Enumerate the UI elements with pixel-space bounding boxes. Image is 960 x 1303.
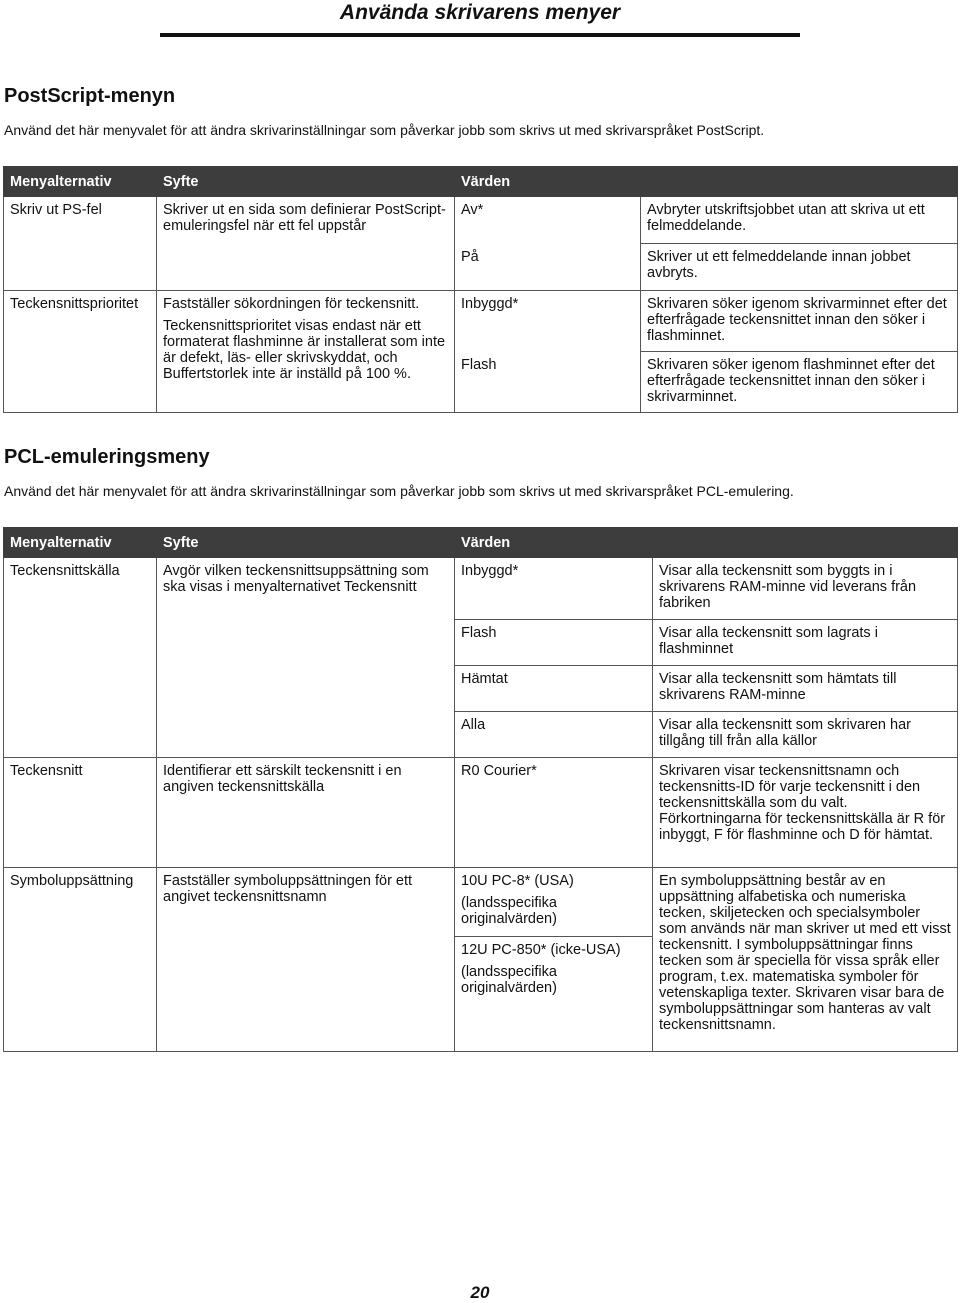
value-cell: Inbyggd* [455,558,653,620]
column-header-purpose: Syfte [157,167,455,197]
value-description-cell: Avbryter utskriftsjobbet utan att skriva ut ett felmeddelande. [641,197,958,244]
value-description-cell: Skrivaren söker igenom skrivarminnet efter det efterfrågade teckensnittet innan den söker i flashminnet. [641,291,958,352]
postscript-menu-table [3,166,958,413]
value-cell: Inbyggd* [455,291,641,352]
value-cell: Alla [455,712,653,758]
value-description-cell: Visar alla teckensnitt som hämtats till skrivarens RAM-minne [653,666,958,712]
postscript-section-intro: Använd det här menyvalet för att ändra skrivarinställningar som påverkar jobb som skrivs ut med skrivarspråket PostScript. [4,122,765,138]
value-description-cell: Visar alla teckensnitt som byggts in i skrivarens RAM-minne vid leverans från fabriken [653,558,958,620]
value-cell [455,868,653,937]
value-note: (landsspecifika originalvärden) [461,895,557,927]
purpose-note: Teckensnittsprioritet visas endast när ett formaterat flashminne är installerat som inte är defekt, läs- eller skrivskyddat, och Buffertstorlek inte är inställd på 100 %. [163,318,446,382]
menu-item-cell: Skriv ut PS-fel [4,197,157,291]
menu-item-cell: Teckensnittskälla [4,558,157,758]
value-description-cell: Skrivaren visar teckensnittsnamn och teckensnitts-ID för varje teckensnitt i den teckensnittskälla som du valt. Förkortningarna för teckensnittskälla är R för inbyggt, F för flashminne och D för hämtat. [653,758,958,868]
header-rule [160,33,800,37]
purpose-text: Identifierar ett särskilt teckensnitt i en angiven teckensnittskälla [163,763,402,795]
value-cell [455,937,653,1052]
table-row [4,558,958,620]
purpose-cell [157,291,455,413]
pcl-section-title: PCL-emuleringsmeny [4,446,210,468]
purpose-cell [157,197,455,291]
table-row [4,291,958,352]
value-note: (landsspecifika originalvärden) [461,964,557,996]
value-cell: Av* [455,197,641,244]
value-description-cell: Skrivaren söker igenom flashminnet efter det efterfrågade teckensnittet innan den söker i skrivarminnet. [641,352,958,413]
menu-item-cell: Teckensnittsprioritet [4,291,157,413]
value-cell: Hämtat [455,666,653,712]
value-cell: På [455,244,641,291]
value-cell: Flash [455,620,653,666]
page-header-title: Använda skrivarens menyer [339,1,621,24]
column-header-values: Värden [455,167,958,197]
menu-item-cell: Teckensnitt [4,758,157,868]
purpose-cell [157,558,455,758]
value-description-cell: En symboluppsättning består av en uppsättning alfabetiska och numeriska tecken, skiljetecken och specialsymboler som används när man skriver ut med ett visst teckensnitt. I symboluppsättningar finns tecken som är speciella för vissa språk eller program, t.ex. matematiska symboler för vetenskapliga texter. Skrivaren visar bara de symboluppsättningar som hanteras av valt teckensnittsnamn. [653,868,958,1052]
purpose-text: Avgör vilken teckensnittsuppsättning som ska visas i menyalternativet Teckensnitt [163,563,429,595]
pcl-menu-table [3,527,958,1052]
value-text: 12U PC-850* (icke-USA) [461,942,621,958]
column-header-menu-item: Menyalternativ [4,528,157,558]
value-description-cell: Visar alla teckensnitt som lagrats i flashminnet [653,620,958,666]
purpose-text: Skriver ut en sida som definierar PostScript-emuleringsfel när ett fel uppstår [163,202,446,234]
table-header-row [4,167,958,197]
value-cell: R0 Courier* [455,758,653,868]
table-header-row [4,528,958,558]
purpose-text: Fastställer symboluppsättningen för ett angivet teckensnittsnamn [163,873,413,905]
menu-item-cell: Symboluppsättning [4,868,157,1052]
value-description-cell: Skriver ut ett felmeddelande innan jobbet avbryts. [641,244,958,291]
column-header-menu-item: Menyalternativ [4,167,157,197]
purpose-cell [157,868,455,1052]
page-number: 20 [470,1283,490,1302]
column-header-values: Värden [455,528,958,558]
pcl-section-intro: Använd det här menyvalet för att ändra skrivarinställningar som påverkar jobb som skrivs ut med skrivarspråket PCL-emulering. [4,483,794,499]
table-row [4,197,958,244]
value-cell: Flash [455,352,641,413]
value-text: 10U PC-8* (USA) [461,873,574,889]
postscript-section-title: PostScript-menyn [4,85,176,107]
table-row [4,758,958,868]
table-row [4,868,958,937]
purpose-cell [157,758,455,868]
value-description-cell: Visar alla teckensnitt som skrivaren har tillgång till från alla källor [653,712,958,758]
column-header-purpose: Syfte [157,528,455,558]
purpose-text: Fastställer sökordningen för teckensnitt. [163,296,420,312]
